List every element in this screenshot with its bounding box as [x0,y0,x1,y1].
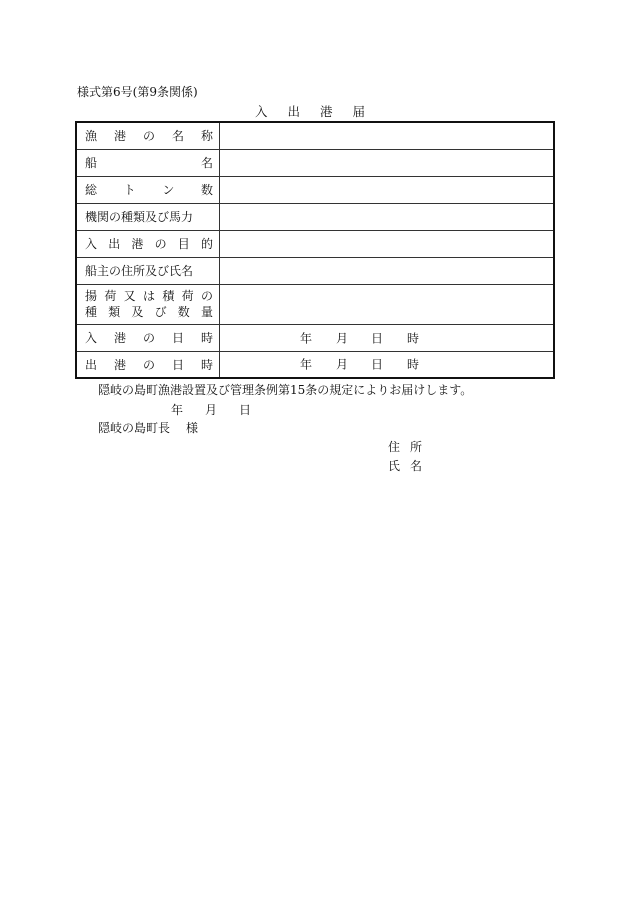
label-char: 港 [113,357,126,372]
form-table [75,121,555,379]
row-entry-datetime [76,324,554,351]
form-number: 様式第6号(第9条関係) [77,85,198,99]
label-ship-name [85,154,213,171]
row-cargo [76,284,554,324]
title-char: 港 [320,104,334,119]
label-char: 類 [108,305,121,319]
row-gross-tonnage [76,176,554,203]
year-unit: 年 [300,331,313,345]
label-char: の [142,357,155,372]
label-cargo [85,289,213,319]
label-char: 及 [131,305,144,319]
addressee-name: 隠岐の島町長 [98,421,171,435]
title-char: 届 [352,104,367,119]
label-char: 荷 [104,289,117,303]
label-entry-datetime [85,329,213,346]
label-char: 称 [200,129,213,144]
label-char: 日 [171,357,184,372]
label-char: ト [123,183,136,197]
label-char: 積 [162,289,175,303]
label-char: 揚 [85,289,98,303]
field-cargo[interactable] [220,284,555,324]
row-port-name [76,122,554,149]
label-text: 船主の住所及び氏名 [85,264,194,278]
label-char: 数 [177,305,190,319]
field-entry-datetime[interactable] [220,324,555,351]
month-unit: 月 [336,331,349,345]
row-purpose [76,230,554,257]
label-char: 総 [85,183,98,197]
year-unit: 年 [300,357,313,372]
label-char: 的 [200,237,213,251]
hour-unit: 時 [407,331,420,345]
field-exit-datetime[interactable] [220,351,555,378]
row-owner [76,257,554,284]
applicant-name-label: 氏 名 [388,459,423,473]
title-char: 入 [255,104,269,119]
label-char: 入 [85,331,98,345]
row-ship-name [76,149,554,176]
applicant-address-label: 住 所 [388,440,423,454]
hour-unit: 時 [407,357,420,372]
label-char: 荷 [181,289,194,303]
label-port-name [85,127,213,144]
label-char: 名 [171,129,184,144]
label-char: 出 [108,237,121,251]
title-char: 出 [287,104,302,119]
submission-date [171,401,251,418]
label-char: 入 [85,237,98,251]
label-char: 漁 [85,129,98,144]
label-char: は [142,289,155,303]
field-gross-tonnage[interactable] [220,176,555,203]
label-char: 数 [200,183,213,197]
field-engine[interactable] [220,203,555,230]
label-char: 量 [200,305,213,319]
field-purpose[interactable] [220,230,555,257]
label-char: 目 [177,237,190,251]
row-exit-datetime [76,351,554,378]
label-char: び [154,305,167,319]
label-char: ン [162,183,175,197]
label-char: 時 [200,357,213,372]
addressee-honorific: 様 [186,421,199,435]
label-char: の [200,289,213,303]
day-unit: 日 [371,357,384,372]
label-char: 港 [131,237,144,251]
notice-text: 隠岐の島町漁港設置及び管理条例第15条の規定によりお届けします。 [98,383,473,397]
label-text: 機関の種類及び馬力 [85,210,194,224]
label-char: 日 [171,331,184,345]
label-engine [85,208,213,225]
addressee [98,419,198,436]
label-char: の [154,237,167,251]
label-char: の [142,331,155,345]
day-unit: 日 [239,403,252,417]
field-port-name[interactable] [220,122,555,149]
label-gross-tonnage [85,181,213,198]
label-char: 港 [113,129,126,144]
label-char: 出 [85,357,98,372]
label-exit-datetime [85,356,213,373]
label-char: 時 [200,331,213,345]
month-unit: 月 [205,403,218,417]
label-owner [85,262,213,279]
year-unit: 年 [171,403,184,417]
label-char: 船 [85,156,98,170]
label-char: 港 [113,331,126,345]
label-char: 種 [85,305,98,319]
field-ship-name[interactable] [220,149,555,176]
month-unit: 月 [336,357,349,372]
day-unit: 日 [371,331,384,345]
label-purpose [85,235,213,252]
field-owner[interactable] [220,257,555,284]
label-char: の [142,129,155,144]
label-char: 又 [123,289,136,303]
label-char: 名 [200,156,213,170]
row-engine [76,203,554,230]
document-title [255,102,385,120]
